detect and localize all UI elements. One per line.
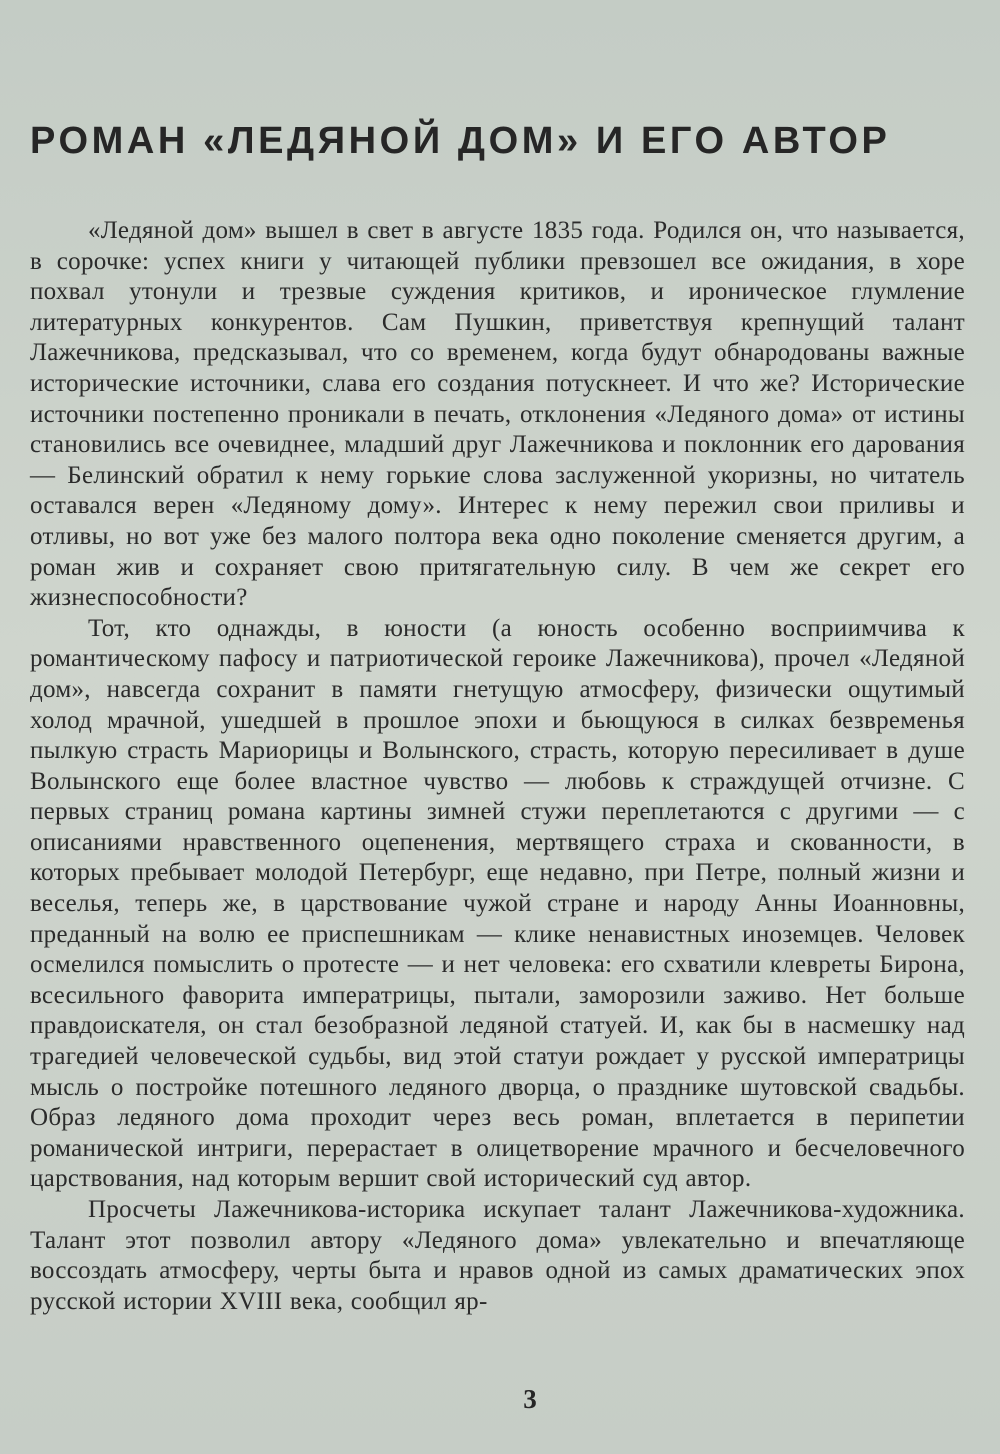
paragraph-3: Просчеты Лажечникова-историка искупает талант Лажечникова-художника. Талант этот позволил автору «Ледяного дома» увлекательно и впечатляюще воссоздать атмосферу, черты быта и нравов одной из самых драматических эпох русской истории XVIII века, сообщил яр- [30, 1196, 965, 1315]
chapter-title: РОМАН «ЛЕДЯНОЙ ДОМ» И ЕГО АВТОР [30, 120, 891, 162]
book-page [30, 118, 965, 1317]
page-number: 3 [523, 1384, 537, 1414]
paragraph-1: «Ледяной дом» вышел в свет в августе 1835 года. Родился он, что называется, в сорочке: успех книги у читающей публики превзошел все ожидания, в хоре похвал утонули и трезвые суждения критиков, и ироническое глумление литературных конкурентов. Сам Пушкин, приветствуя крепнущий талант Лажечникова, предсказывал, что со временем, когда будут обнародованы важные исторические источники, слава его создания потускнеет. И что же? Исторические источники постепенно проникали в печать, отклонения «Ледяного дома» от истины становились все очевиднее, младший друг Лажечникова и поклонник его дарования — Белинский обратил к нему горькие слова заслуженной укоризны, но читатель оставался верен «Ледяному дому». Интерес к нему пережил свои приливы и отливы, но вот уже без малого полтора века одно поколение сменяется другим, а роман жив и сохраняет свою притягательную силу. В чем же секрет его жизнеспособности? [30, 217, 965, 612]
paragraph-2: Тот, кто однажды, в юности (а юность особенно восприимчива к романтическому пафосу и патриотической героике Лажечникова), прочел «Ледяной дом», навсегда сохранит в памяти гнетущую атмосферу, физически ощутимый холод мрачной, ушедшей в прошлое эпохи и бьющуюся в силках безвременья пылкую страсть Мариорицы и Волынского, страсть, которую пересиливает в душе Волынского еще более властное чувство — любовь к страждущей отчизне. С первых страниц романа картины зимней стужи переплетаются с другими — с описаниями нравственного оцепенения, мертвящего страха и скованности, в которых пребывает молодой Петербург, еще недавно, при Петре, полный жизни и веселья, теперь же, в царствование чужой стране и народу Анны Иоанновны, преданный на волю ее приспешникам — клике ненавистных иноземцев. Человек осмелился помыслить о протесте — и нет человека: его схватили клевреты Бирона, всесильного фаворита императрицы, пытали, заморозили заживо. Нет больше правдоискателя, он стал безобразной ледяной статуей. И, как бы в насмешку над трагедией человеческой судьбы, вид этой статуи рождает у русской императрицы мысль о постройке потешного ледяного дворца, о празднике шутовской свадьбы. Образ ледяного дома проходит через весь роман, вплетается в перипетии романической интриги, перерастает в олицетворение мрачного и бесчеловечного царствования, над которым вершит свой исторический суд автор. [30, 614, 965, 1193]
